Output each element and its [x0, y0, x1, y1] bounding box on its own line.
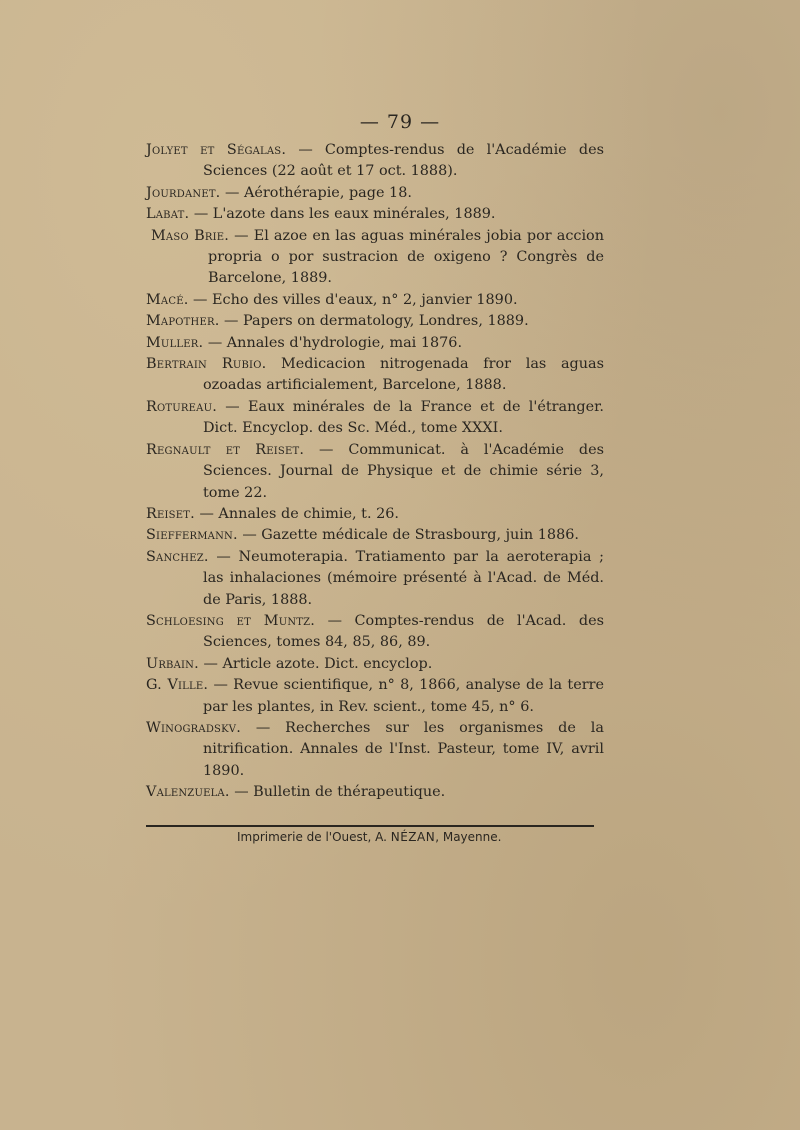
bibliography-entry [146, 504, 604, 525]
bibliography-entry [146, 547, 604, 611]
entry-text: — Communicat. à l'Académie des Sciences. Journal de Physique et de chimie série 3, tome 22. [203, 441, 605, 501]
entry-author: Jourdanet. [146, 184, 221, 201]
entry-author: Urbain. [146, 655, 199, 672]
bibliography-entry [146, 525, 604, 546]
entry-author: Winogradskv. [146, 719, 241, 736]
entry-author: G. Ville. [146, 677, 209, 694]
bibliography-entry [146, 440, 604, 504]
entry-text: — Gazette médicale de Strasbourg, juin 1886. [237, 527, 579, 544]
entry-author: Bertrain Rubio. [146, 356, 267, 373]
entry-text: — Annales de chimie, t. 26. [194, 505, 399, 522]
entry-text: — Papers on dermatology, Londres, 1889. [219, 313, 529, 330]
bibliography-entry [146, 183, 604, 204]
page-number: — 79 — [359, 111, 441, 133]
bibliography-entry [146, 782, 604, 803]
bibliography-entry [146, 397, 604, 440]
bibliography-entry [146, 718, 604, 782]
entry-text: — El azoe en las aguas minérales jobia por accion propria o por sustracion de oxigeno ? Congrès de Barcelone, 1889. [208, 227, 604, 287]
imprint-prefix: Imprimerie de l'Ouest, A. [237, 830, 391, 844]
entry-author: Muller. [146, 334, 204, 351]
entry-text: — Bulletin de thérapeutique. [229, 784, 446, 801]
entry-author: Reiset. [146, 505, 195, 522]
entry-text: — Aérothérapie, page 18. [220, 184, 412, 201]
entry-author: Maso Brie. [151, 227, 230, 244]
bibliography-entry [146, 333, 604, 354]
bibliography-entry [146, 675, 604, 718]
entry-author: Macé. [146, 291, 189, 308]
bibliography-entry [146, 311, 604, 332]
entry-text: — Article azote. Dict. encyclop. [198, 655, 433, 672]
entry-text: Medicacion nitrogenada fror las aguas ozoadas artificialement, Barcelone, 1888. [203, 356, 604, 394]
entry-author: Schloesing et Muntz. [146, 612, 316, 629]
entry-text: — Recherches sur les organismes de la nitrification. Annales de l'Inst. Pasteur, tome IV, avril 1890. [203, 719, 604, 779]
bibliography-entry [146, 654, 604, 675]
bibliography-entry [146, 354, 604, 397]
entry-author: Labat. [146, 206, 190, 223]
entry-author: Mapother. [146, 313, 220, 330]
entry-author: Sanchez. [146, 548, 209, 565]
bibliography-entry [146, 226, 604, 290]
entry-text: — L'azote dans les eaux minérales, 1889. [189, 206, 496, 223]
imprint-suffix: , Mayenne. [435, 830, 502, 844]
entry-text: — Comptes-rendus de l'Académie des Sciences (22 août et 17 oct. 1888). [203, 142, 604, 180]
bibliography-entry [146, 204, 604, 225]
bibliography-list [146, 140, 604, 804]
entry-text: — Echo des villes d'eaux, n° 2, janvier 1890. [188, 291, 518, 308]
entry-text: — Annales d'hydrologie, mai 1876. [203, 334, 463, 351]
entry-author: Valenzuela. [146, 784, 230, 801]
entry-author: Rotureau. [146, 398, 217, 415]
imprint-printer-name: NÉZAN [390, 830, 436, 844]
bibliography-entry [146, 140, 604, 183]
entry-author: Jolyet et Ségalas. [146, 142, 287, 158]
entry-text: — Eaux minérales de la France et de l'étranger. Dict. Encyclop. des Sc. Méd., tome XXXI. [203, 398, 604, 437]
entry-text: — Revue scientifique, n° 8, 1866, analyse de la terre par les plantes, in Rev. scient., tome 45, n° 6. [203, 677, 604, 715]
footer-rule [146, 825, 594, 827]
bibliography-entry [146, 611, 604, 654]
entry-text: — Comptes-rendus de l'Acad. des Sciences, tomes 84, 85, 86, 89. [203, 612, 604, 651]
printer-imprint [237, 830, 501, 844]
entry-author: Regnault et Reiset. [146, 441, 305, 458]
bibliography-entry [146, 290, 604, 311]
entry-author: Sieffermann. [146, 527, 238, 544]
entry-text: — Neumoterapia. Tratiamento par la aeroterapia ; las inhalaciones (mémoire présenté à l'Acad. de Méd. de Paris, 1888. [203, 548, 604, 608]
